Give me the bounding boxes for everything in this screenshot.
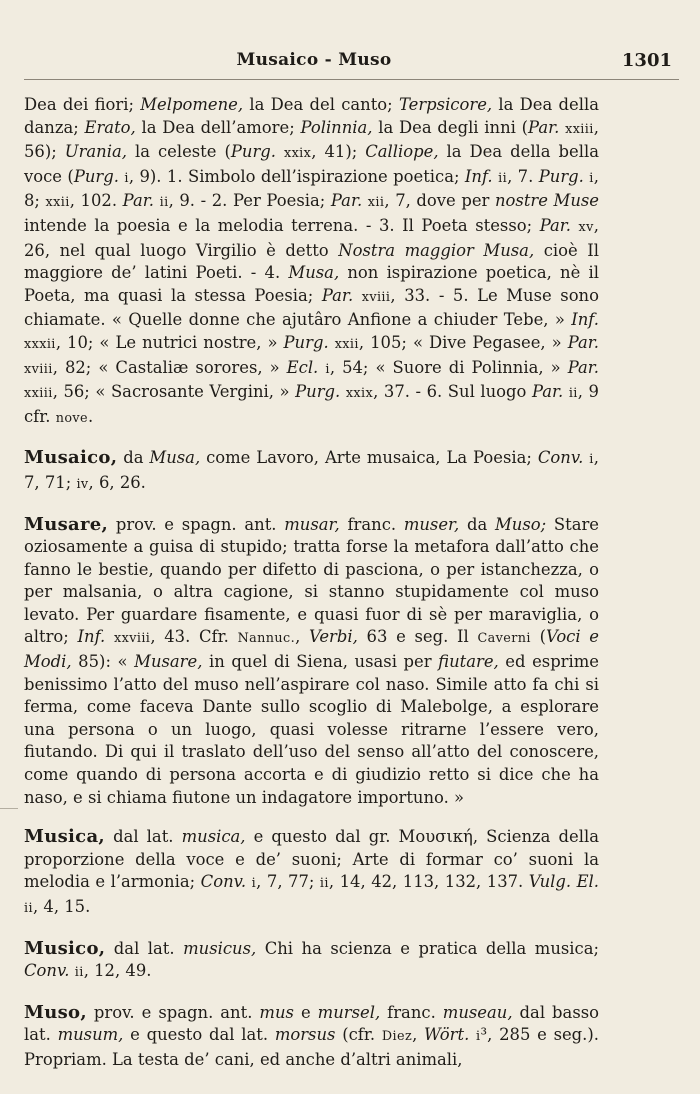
text-run: , 37. - 6. Sul luogo (373, 382, 532, 402)
text-run: , 9. - 2. Per Poesia; (168, 191, 331, 211)
italic-text: Conv. (24, 961, 70, 981)
italic-text: Par. (567, 332, 599, 352)
italic-text: Polinnia, (300, 117, 373, 137)
text-run: , 4, 15. (32, 897, 91, 916)
text-run: , 56; « Sacrosante Vergini, » (52, 382, 296, 402)
entry-musico (24, 938, 599, 985)
small-caps-text: i (325, 361, 330, 377)
italic-text: Purg. (73, 166, 119, 186)
text-run: Dea dei fiori; (24, 95, 141, 114)
text-run: , 9 cfr. (24, 382, 599, 426)
text-run (353, 286, 362, 305)
text-run: , 9). 1. Simbolo dell’ispirazione poetica; (128, 166, 465, 186)
text-run: , 7. (507, 166, 539, 186)
italic-text: Par. (531, 382, 564, 402)
text-run: e questo dal gr. Μουσική, Scienza della proporzione della voce e de’ suoni; Arte di formar co’ suoni la melodia e l’armonia; (24, 827, 600, 892)
italic-text: Purg. (283, 332, 329, 352)
text-run: 63 e seg. Il (357, 627, 478, 647)
text-run: , 105; « Dive Pegasee, » (358, 332, 568, 352)
italic-text: Conv. (200, 872, 247, 892)
text-run: non ispirazione poetica, nè il Poeta, ma quasi la stessa Poesia; (24, 263, 599, 305)
italic-text: musicus, (183, 938, 257, 958)
small-caps-text: ii (498, 170, 508, 186)
small-caps-text: iv (76, 476, 89, 492)
small-caps-text: xii (367, 195, 385, 211)
text-run: dal basso lat. (24, 1002, 600, 1045)
italic-text: Conv. (537, 448, 584, 468)
text-run: la Dea del canto; (243, 95, 399, 114)
paragraph-musa-continued (24, 94, 599, 430)
italic-text: Musa, (149, 448, 201, 468)
italic-text: Muso; (495, 514, 547, 534)
text-run: prov. e spagn. ant. (86, 1002, 260, 1022)
text-run: cioè Il maggiore de’ latini Poeti. - 4. (24, 240, 599, 283)
small-caps-text: xxix (345, 386, 374, 402)
italic-text: musica, (181, 827, 246, 847)
text-run: , 33. - 5. Le Muse sono chiamate. « Quelle donne che ajutâro Anfione a chiuder Tebe, » (24, 285, 599, 330)
margin-mark (0, 808, 18, 809)
text-run: la celeste ( (126, 142, 231, 162)
text-run: e (293, 1002, 318, 1022)
text-run: ed esprime benissimo l’atto del muso nell’aspirare col naso. Simile atto fa chi si ferma, come faceva Dante sullo scoglio di Malebolge, a esplorare una persona o un luogo, quasi volesse ritrarne l’essere vero, fiutando. Di qui il traslato dell’uso del senso all’atto del conoscere, come quando di persona accorta e di giudizio retto si dice che ha naso, e si chiama fiutone un indagatore importuno. » (24, 652, 600, 807)
italic-text: Verbi, (309, 627, 358, 647)
small-caps-text: xxiii (565, 121, 594, 137)
italic-text: museau, (442, 1002, 513, 1022)
italic-text: Wört. (424, 1025, 470, 1045)
italic-text: Erato, (84, 117, 136, 137)
small-caps-text: i (251, 876, 257, 892)
italic-text: Ecl. (286, 357, 319, 377)
headword: Musico, (24, 937, 106, 959)
text-run (571, 216, 579, 235)
small-caps-text: Nannuc. (237, 631, 296, 647)
italic-text: Calliope, (365, 142, 439, 162)
italic-text: Par. (539, 215, 571, 235)
text-run: 85): « (71, 652, 135, 672)
small-caps-text: xxii (334, 336, 359, 352)
text-run: come Lavoro, Arte musaica, La Poesia; (200, 448, 538, 468)
text-run: , 41); (311, 142, 366, 162)
headword: Musaico, (24, 447, 118, 469)
text-run: , 43. Cfr. (150, 627, 238, 647)
small-caps-text: xxviii (114, 631, 151, 647)
text-run: , (412, 1025, 425, 1045)
text-run: . (88, 406, 94, 426)
small-caps-text: i (124, 170, 129, 186)
italic-text: mursel, (317, 1002, 381, 1022)
entry-musare (24, 514, 599, 810)
italic-text: Terpsicore, (398, 95, 493, 114)
italic-text: Nostra maggior Musa, (338, 240, 535, 260)
italic-text: Par. (122, 191, 154, 211)
headword: Musare, (24, 513, 109, 535)
small-caps-text: i (589, 452, 594, 468)
small-caps-text: xv (578, 219, 594, 235)
text-run: Chi ha scienza e pratica della musica; (256, 938, 600, 958)
text-run: Stare oziosamente a guisa di stupido; tratta forse la metafora dall’atto che fanno le bestie, quando per difetto di pasciona, o per istanchezza, o per malsania, o altra cagione, si stanno stupidamente col muso levato. Per guardare fisamente, e quasi fuor di sè per maraviglia, o altro; (24, 514, 599, 647)
text-run (105, 627, 114, 646)
small-caps-text: xxxii (24, 336, 56, 352)
italic-text: nostre Muse (494, 191, 599, 211)
italic-text: Voci e Modi, (24, 627, 600, 672)
small-caps-text: xxiii (24, 386, 53, 402)
italic-text: Par. (528, 117, 560, 137)
text-run: (cfr. (335, 1025, 382, 1045)
text-run: dal lat. (105, 938, 184, 958)
italic-text: Purg. (295, 382, 341, 402)
text-run: da (117, 448, 150, 468)
text-run: , (295, 627, 310, 647)
text-run: , 56); (24, 117, 599, 162)
italic-text: Purg. (230, 142, 276, 162)
text-run: , 12, 49. (83, 961, 152, 981)
text-run: ³, 285 e seg.). Propriam. La testa de’ cani, ed anche d’altri animali, (24, 1025, 599, 1069)
italic-text: Par. (321, 285, 354, 305)
italic-text: morsus (274, 1025, 336, 1045)
text-run: la Dea della danza; (24, 95, 599, 137)
small-caps-text: ii (319, 876, 329, 892)
small-caps-text: Diez (381, 1029, 413, 1045)
text-run: da (459, 514, 495, 534)
small-caps-text: i (589, 170, 594, 186)
text-run: , 10; « Le nutrici nostre, » (55, 332, 284, 352)
text-run: franc. (380, 1002, 443, 1022)
small-caps-text: nove (55, 410, 89, 426)
italic-text: Urania, (64, 142, 127, 162)
small-caps-text: ii (568, 386, 578, 402)
dictionary-body (24, 94, 599, 1072)
small-caps-text: xviii (361, 289, 391, 305)
text-run: , 102. (69, 191, 123, 211)
text-run: franc. (339, 514, 404, 534)
italic-text: musar, (284, 514, 340, 534)
entry-musica (24, 826, 599, 920)
header-title: Musaico - Muso (236, 50, 392, 70)
text-run (276, 142, 284, 161)
italic-text: Musa, (288, 263, 340, 283)
italic-text: Vulg. El. (528, 872, 599, 892)
text-run: , 26, nel qual luogo Virgilio è detto (24, 215, 599, 260)
italic-text: musum, (57, 1025, 124, 1045)
text-run: la Dea della bella voce ( (24, 142, 600, 186)
headword: Musica, (24, 826, 105, 848)
small-caps-text: xxii (45, 195, 70, 211)
small-caps-text: Caverni (477, 631, 531, 647)
text-run: , 7, 77; (256, 872, 320, 892)
headword: Muso, (24, 1001, 87, 1023)
header-rule (24, 79, 679, 80)
text-run: , 14, 42, 113, 132, 137. (328, 872, 529, 892)
italic-text: mus (259, 1002, 294, 1022)
entry-muso (24, 1002, 599, 1072)
text-run: , 82; « Castaliæ sorores, » (52, 357, 287, 377)
italic-text: Inf. (571, 310, 599, 330)
running-header (24, 50, 672, 80)
text-run: la Dea degli inni ( (372, 117, 529, 137)
italic-text: Par. (567, 357, 599, 377)
text-run: , 7, 71; (24, 448, 600, 492)
small-caps-text: ii (74, 965, 84, 981)
text-run: , 8; (24, 166, 599, 211)
italic-text: Inf. (77, 627, 106, 647)
italic-text: fiutare, (438, 652, 499, 672)
italic-text: Melpomene, (140, 95, 244, 114)
italic-text: muser, (403, 514, 460, 534)
small-caps-text: ii (24, 901, 33, 916)
italic-text: Inf. (464, 166, 493, 186)
text-run: e questo dal lat. (123, 1025, 275, 1045)
italic-text: Par. (330, 191, 363, 211)
text-run: intende la poesia e la melodia terrena. - 3. Il Poeta stesso; (24, 215, 540, 235)
text-run: la Dea dell’amore; (135, 117, 301, 137)
small-caps-text: xxix (283, 146, 312, 162)
italic-text: Musare, (134, 652, 203, 672)
text-run: , 6, 26. (88, 472, 146, 492)
text-run: , 54; « Suore di Polinnia, » (329, 357, 568, 377)
small-caps-text: i (476, 1029, 481, 1045)
italic-text: Purg. (538, 166, 584, 186)
small-caps-text: xviii (24, 361, 53, 377)
text-run: , 7, dove per (384, 191, 495, 211)
text-run: dal lat. (104, 827, 182, 847)
text-run: prov. e spagn. ant. (108, 514, 285, 534)
page-number: 1301 (621, 50, 672, 71)
entry-musaico (24, 447, 599, 496)
text-run: in quel di Siena, usasi per (202, 652, 439, 672)
text-run: ( (530, 627, 546, 647)
small-caps-text: ii (159, 195, 169, 211)
